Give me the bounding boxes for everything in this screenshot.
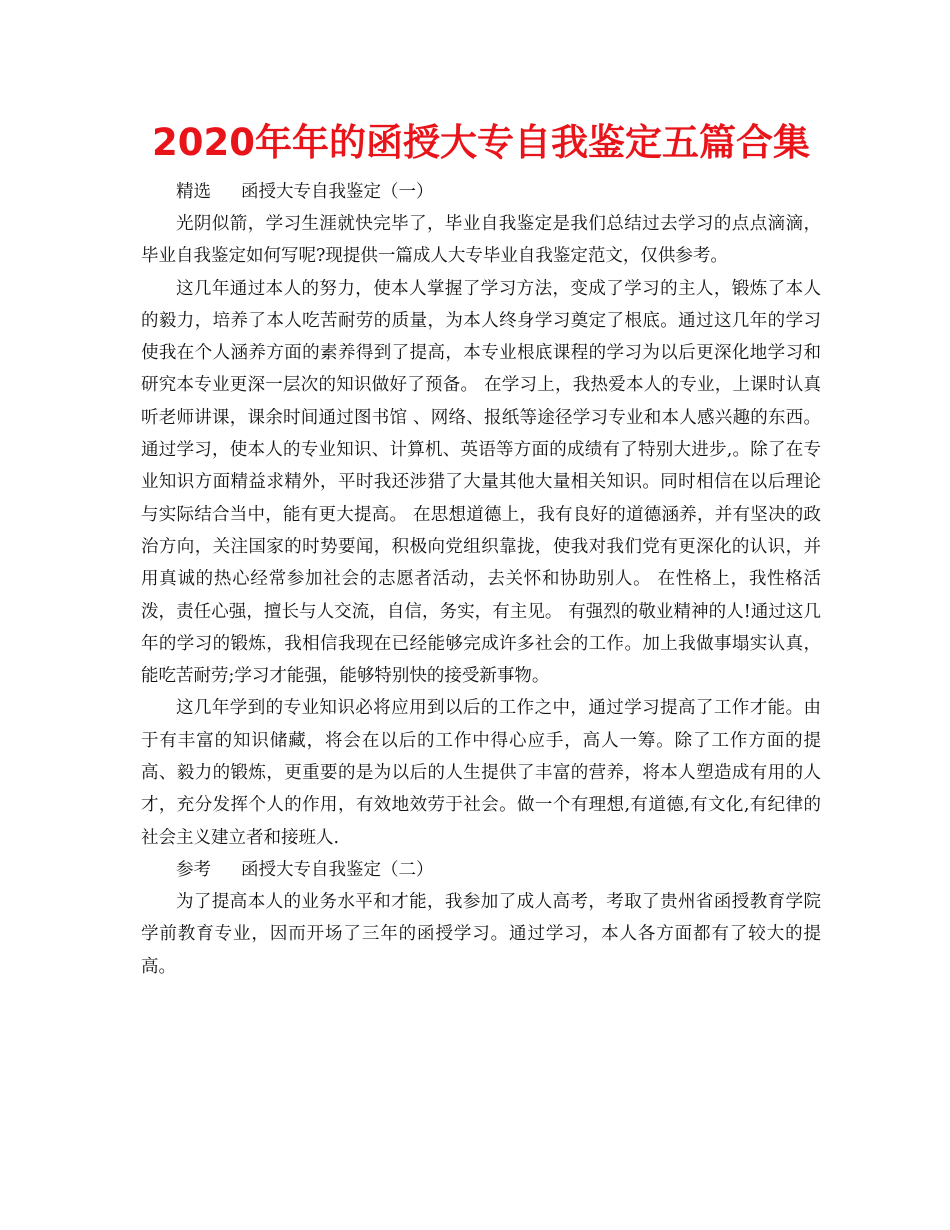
section-heading xyxy=(141,176,821,208)
paragraph: 这几年学到的专业知识必将应用到以后的工作之中，通过学习提高了工作才能。由于有丰富的知识储藏，将会在以后的工作中得心应手，高人一筹。除了工作方面的提高、毅力的锻炼，更重要的是为以后的人生提供了丰富的营养，将本人塑造成有用的人才，充分发挥个人的作用，有效地效劳于社会。做一个有理想,有道德,有文化,有纪律的社会主义建立者和接班人. xyxy=(141,698,821,848)
section-title: 函授大专自我鉴定（二） xyxy=(241,859,434,880)
section-heading xyxy=(141,854,821,886)
section-2 xyxy=(141,854,821,983)
section-tag: 精选 xyxy=(176,182,211,202)
section-1 xyxy=(141,176,821,854)
paragraph: 为了提高本人的业务水平和才能，我参加了成人高考，考取了贵州省函授教育学院学前教育专业，因而开场了三年的函授学习。通过学习，本人各方面都有了较大的提高。 xyxy=(141,891,821,977)
document-title: 2020年年的函授大专自我鉴定五篇合集 xyxy=(152,121,810,164)
paragraph: 光阴似箭，学习生涯就快完毕了，毕业自我鉴定是我们总结过去学习的点点滴滴，毕业自我鉴定如何写呢?现提供一篇成人大专毕业自我鉴定范文，仅供参考。 xyxy=(141,214,821,267)
document-body xyxy=(141,118,821,983)
section-title: 函授大专自我鉴定（一） xyxy=(241,182,434,202)
paragraph: 这几年通过本人的努力，使本人掌握了学习方法，变成了学习的主人，锻炼了本人的毅力，培养了本人吃苦耐劳的质量，为本人终身学习奠定了根底。通过这几年的学习使我在个人涵养方面的素养得到了提高，本专业根底课程的学习为以后更深化地学习和研究本专业更深一层次的知识做好了预备。 在学习上，我热爱本人的专业，上课时认真听老师讲课，课余时间通过图书馆 、网络、报纸等途径学习专业和本人感兴趣的东西。通过学习，使本人的专业知识、计算机、英语等方面的成绩有了特别大进步,。除了在专业知识方面精益求精外，平时我还涉猎了大量其他大量相关知识。同时相信在以后理论与实际结合当中，能有更大提高。 在思想道德上，我有良好的道德涵养，并有坚决的政治方向，关注国家的时势要闻，积极向党组织靠拢，使我对我们党有更深化的认识，并用真诚的热心经常参加社会的志愿者活动，去关怀和协助别人。 在性格上，我性格活泼，责任心强，擅长与人交流，自信，务实，有主见。 有强烈的敬业精神的人!通过这几年的学习的锻炼，我相信我现在已经能够完成许多社会的工作。加上我做事塌实认真，能吃苦耐劳;学习才能强，能够特别快的接受新事物。 xyxy=(141,278,821,687)
section-tag: 参考 xyxy=(176,859,211,880)
